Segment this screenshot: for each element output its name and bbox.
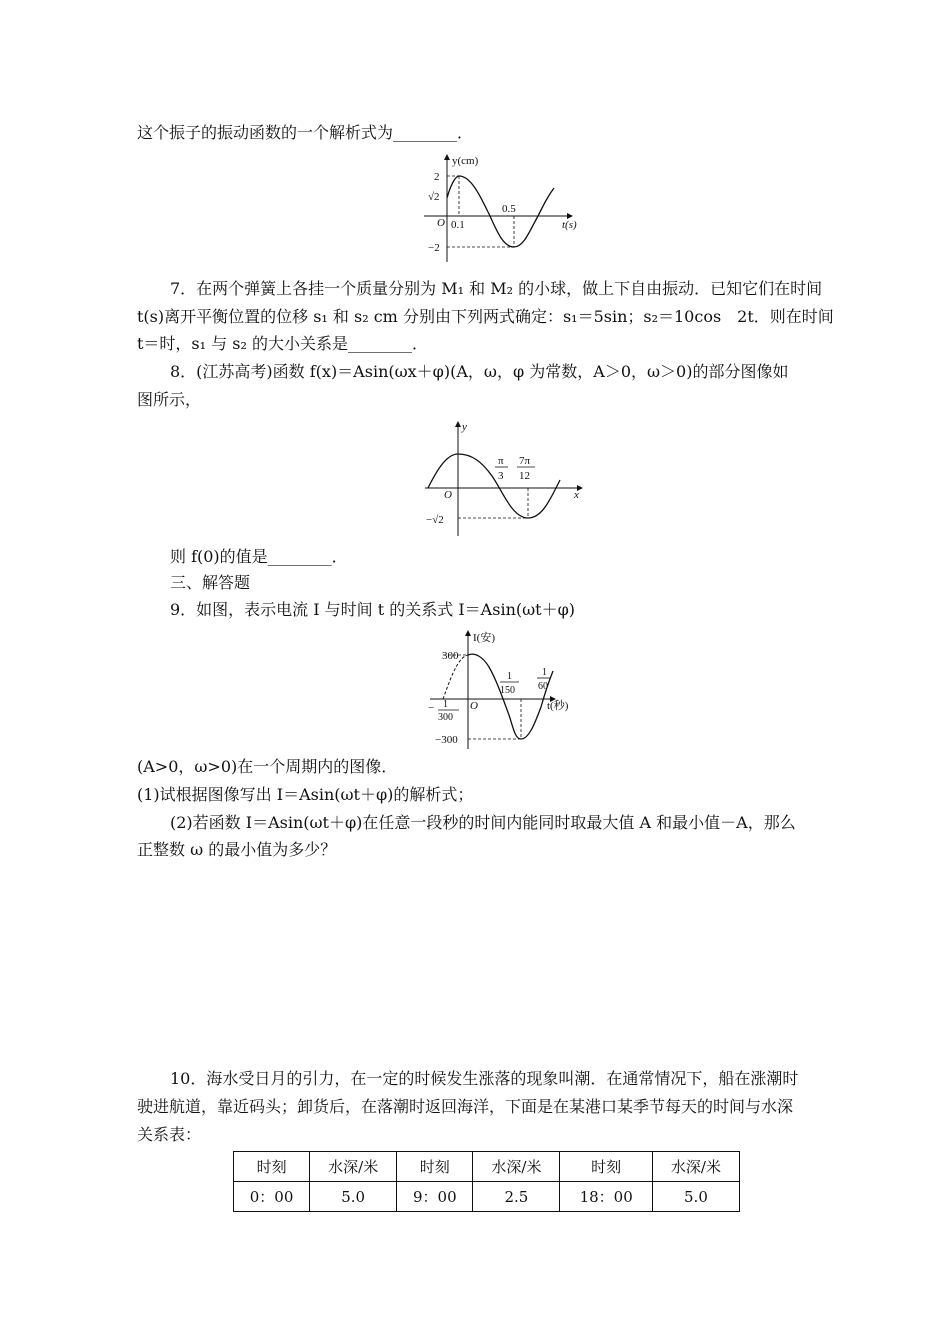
tick-1-60-den: 60 <box>538 681 548 692</box>
t-axis-label: t(秒) <box>547 700 569 712</box>
tick-neg-num: 1 <box>443 699 448 710</box>
tick-neg-sign: − <box>428 702 435 714</box>
table-cell: 18：00 <box>560 1182 652 1212</box>
question-7-line-2: t(s)离开平衡位置的位移 s₁ 和 s₂ cm 分别由下列两式确定：s₁＝5sin；s₂＝10cos 2t．则在时间 <box>137 307 834 326</box>
sine-partial-graph <box>420 418 590 538</box>
oscillator-graph <box>422 150 592 265</box>
x-axis-label: x <box>574 489 579 501</box>
origin-label: O <box>437 217 445 229</box>
y-tick-sqrt2: √2 <box>428 191 440 203</box>
y-tick-neg-sqrt2: −√2 <box>426 514 444 526</box>
tide-table <box>233 1151 740 1212</box>
table-header: 水深/米 <box>652 1152 739 1182</box>
t-tick-0.5: 0.5 <box>502 203 516 215</box>
t-axis-label: t(s) <box>562 219 577 231</box>
question-9-part-2b: 正整数 ω 的最小值为多少？ <box>137 840 337 859</box>
tick-7pi-12-num: 7π <box>519 455 531 467</box>
i-axis-label: I(安) <box>473 632 495 644</box>
origin-label: O <box>444 489 452 501</box>
question-10-line-1: 10．海水受日月的引力，在一定的时候发生涨落的现象叫潮．在通常情况下，船在涨潮时 <box>170 1069 799 1088</box>
tick-neg-300: −300 <box>435 734 458 746</box>
y-axis-label: y <box>462 421 467 433</box>
table-cell: 9：00 <box>397 1182 473 1212</box>
tick-pi-3-num: π <box>498 455 504 467</box>
table-header: 时刻 <box>234 1152 310 1182</box>
tick-300: 300 <box>442 650 459 662</box>
sine-curve <box>428 454 560 518</box>
current-curve <box>468 654 553 739</box>
tick-neg-den: 300 <box>438 712 453 723</box>
question-7-line-1: 7．在两个弹簧上各挂一个质量分别为 M₁ 和 M₂ 的小球，做上下自由振动．已知它们在时间 <box>170 279 823 298</box>
y-tick-neg2: −2 <box>428 242 440 254</box>
tick-1-150-den: 150 <box>500 685 515 696</box>
question-8-line-2: 图所示， <box>137 390 202 409</box>
question-8-after: 则 f(0)的值是________． <box>170 547 348 566</box>
question-9-part-1: (1)试根据图像写出 I＝Asin(ωt＋φ)的解析式； <box>137 785 474 804</box>
table-header: 时刻 <box>560 1152 652 1182</box>
oscillation-curve <box>447 176 554 247</box>
table-row <box>234 1182 740 1212</box>
tick-pi-3-den: 3 <box>498 470 504 482</box>
question-10-line-2: 驶进航道，靠近码头；卸货后，在落潮时返回海洋，下面是在某港口某季节每天的时间与水深 <box>137 1097 794 1116</box>
current-graph <box>425 627 595 752</box>
question-7-line-3: t＝时，s₁ 与 s₂ 的大小关系是________． <box>137 334 428 353</box>
question-10-line-3: 关系表： <box>137 1125 202 1144</box>
question-9-part-2a: (2)若函数 I＝Asin(ωt＋φ)在任意一段秒的时间内能同时取最大值 A 和最小值－A，那么 <box>170 813 796 832</box>
table-cell: 0：00 <box>234 1182 310 1212</box>
t-tick-0.1: 0.1 <box>451 219 465 231</box>
tick-7pi-12-den: 12 <box>519 470 530 482</box>
tick-1-150-num: 1 <box>507 671 512 682</box>
table-header: 时刻 <box>397 1152 473 1182</box>
section-heading: 三、解答题 <box>170 573 251 592</box>
table-cell: 5.0 <box>310 1182 397 1212</box>
question-9-line-2: (A>0，ω>0)在一个周期内的图像． <box>137 757 398 776</box>
question-9-line-1: 9．如图，表示电流 I 与时间 t 的关系式 I＝Asin(ωt＋φ) <box>170 600 576 619</box>
table-header: 水深/米 <box>473 1152 560 1182</box>
table-cell: 5.0 <box>652 1182 739 1212</box>
question-6-tail: 这个振子的振动函数的一个解析式为________． <box>137 123 474 142</box>
table-header-row <box>234 1152 740 1182</box>
y-axis-label: y(cm) <box>452 155 479 167</box>
origin-label: O <box>470 700 478 712</box>
table-header: 水深/米 <box>310 1152 397 1182</box>
table-cell: 2.5 <box>473 1182 560 1212</box>
tick-1-60-num: 1 <box>542 667 547 678</box>
question-8-line-1: 8．(江苏高考)函数 f(x)＝Asin(ωx＋φ)(A，ω，φ 为常数，A＞0，ω＞0)的部分图像如 <box>170 362 789 381</box>
y-tick-2: 2 <box>434 171 440 183</box>
